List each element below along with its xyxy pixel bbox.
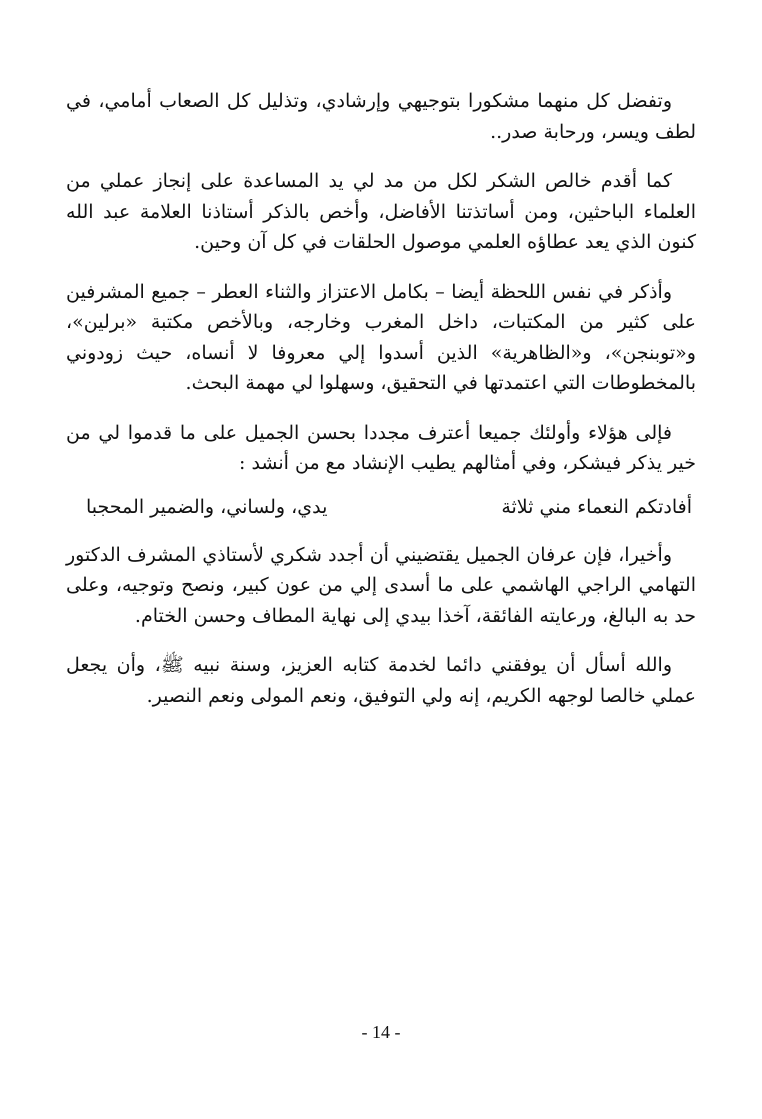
paragraph-thanks-scholars: كما أقدم خالص الشكر لكل من مد لي يد المساعدة على إنجاز عملي من العلماء الباحثين، ومن أساتذتنا الأفاضل، وأخص بالذكر أستاذنا العلامة عبد الله كنون الذي يعد عطاؤه العلمي موصول الحلقات في كل آن وحين. xyxy=(66,170,696,253)
page-number: - 14 - xyxy=(361,1022,401,1042)
paragraph-closing-prayer: والله أسأل أن يوفقني دائما لخدمة كتابه العزيز، وسنة نبيه ﷺ، وأن يجعل عملي خالصا لوجهه الكريم، إنه ولي التوفيق، ونعم المولى ونعم النصير. xyxy=(66,654,696,707)
paragraph-gratitude: فإلى هؤلاء وأولئك جميعا أعترف مجددا بحسن الجميل على ما قدموا لي من خير يذكر فيشكر، وفي أمثالهم يطيب الإنشاد مع من أنشد : xyxy=(66,421,696,474)
paragraph-thanks-libraries: وأذكر في نفس اللحظة أيضا – بكامل الاعتزاز والثناء العطر – جميع المشرفين على كثير من المكتبات، داخل المغرب وخارجه، وبالأخص مكتبة «برلين»، و«توبنجن»، و«الظاهرية» الذين أسدوا إلي معروفا لا أنساه، حيث زودوني بالمخطوطات التي اعتمدتها في التحقيق، وسهلوا لي مهمة البحث. xyxy=(66,280,696,394)
paragraph-thanks-advisor: وأخيرا، فإن عرفان الجميل يقتضيني أن أجدد شكري لأستاذي المشرف الدكتور التهامي الراجي الهاشمي على ما أسدى إلي من عون كبير، ونصح وتوجيه، وعلى حد به البالغ، ورعايته الفائقة، آخذا بيدي إلى نهاية المطاف وحسن الختام. xyxy=(66,543,696,627)
verse-first-hemistich: أفادتكم النعماء مني ثلاثة xyxy=(501,495,692,518)
poetry-verse xyxy=(86,492,696,522)
body-text xyxy=(66,86,696,730)
paragraph-acknowledgement-supervisors: وتفضل كل منهما مشكورا بتوجيهي وإرشادي، وتذليل كل الصعاب أمامي، في لطف ويسر، ورحابة صدر.. xyxy=(66,90,696,143)
verse-second-hemistich: يدي، ولساني، والضمير المحجبا xyxy=(86,495,328,518)
